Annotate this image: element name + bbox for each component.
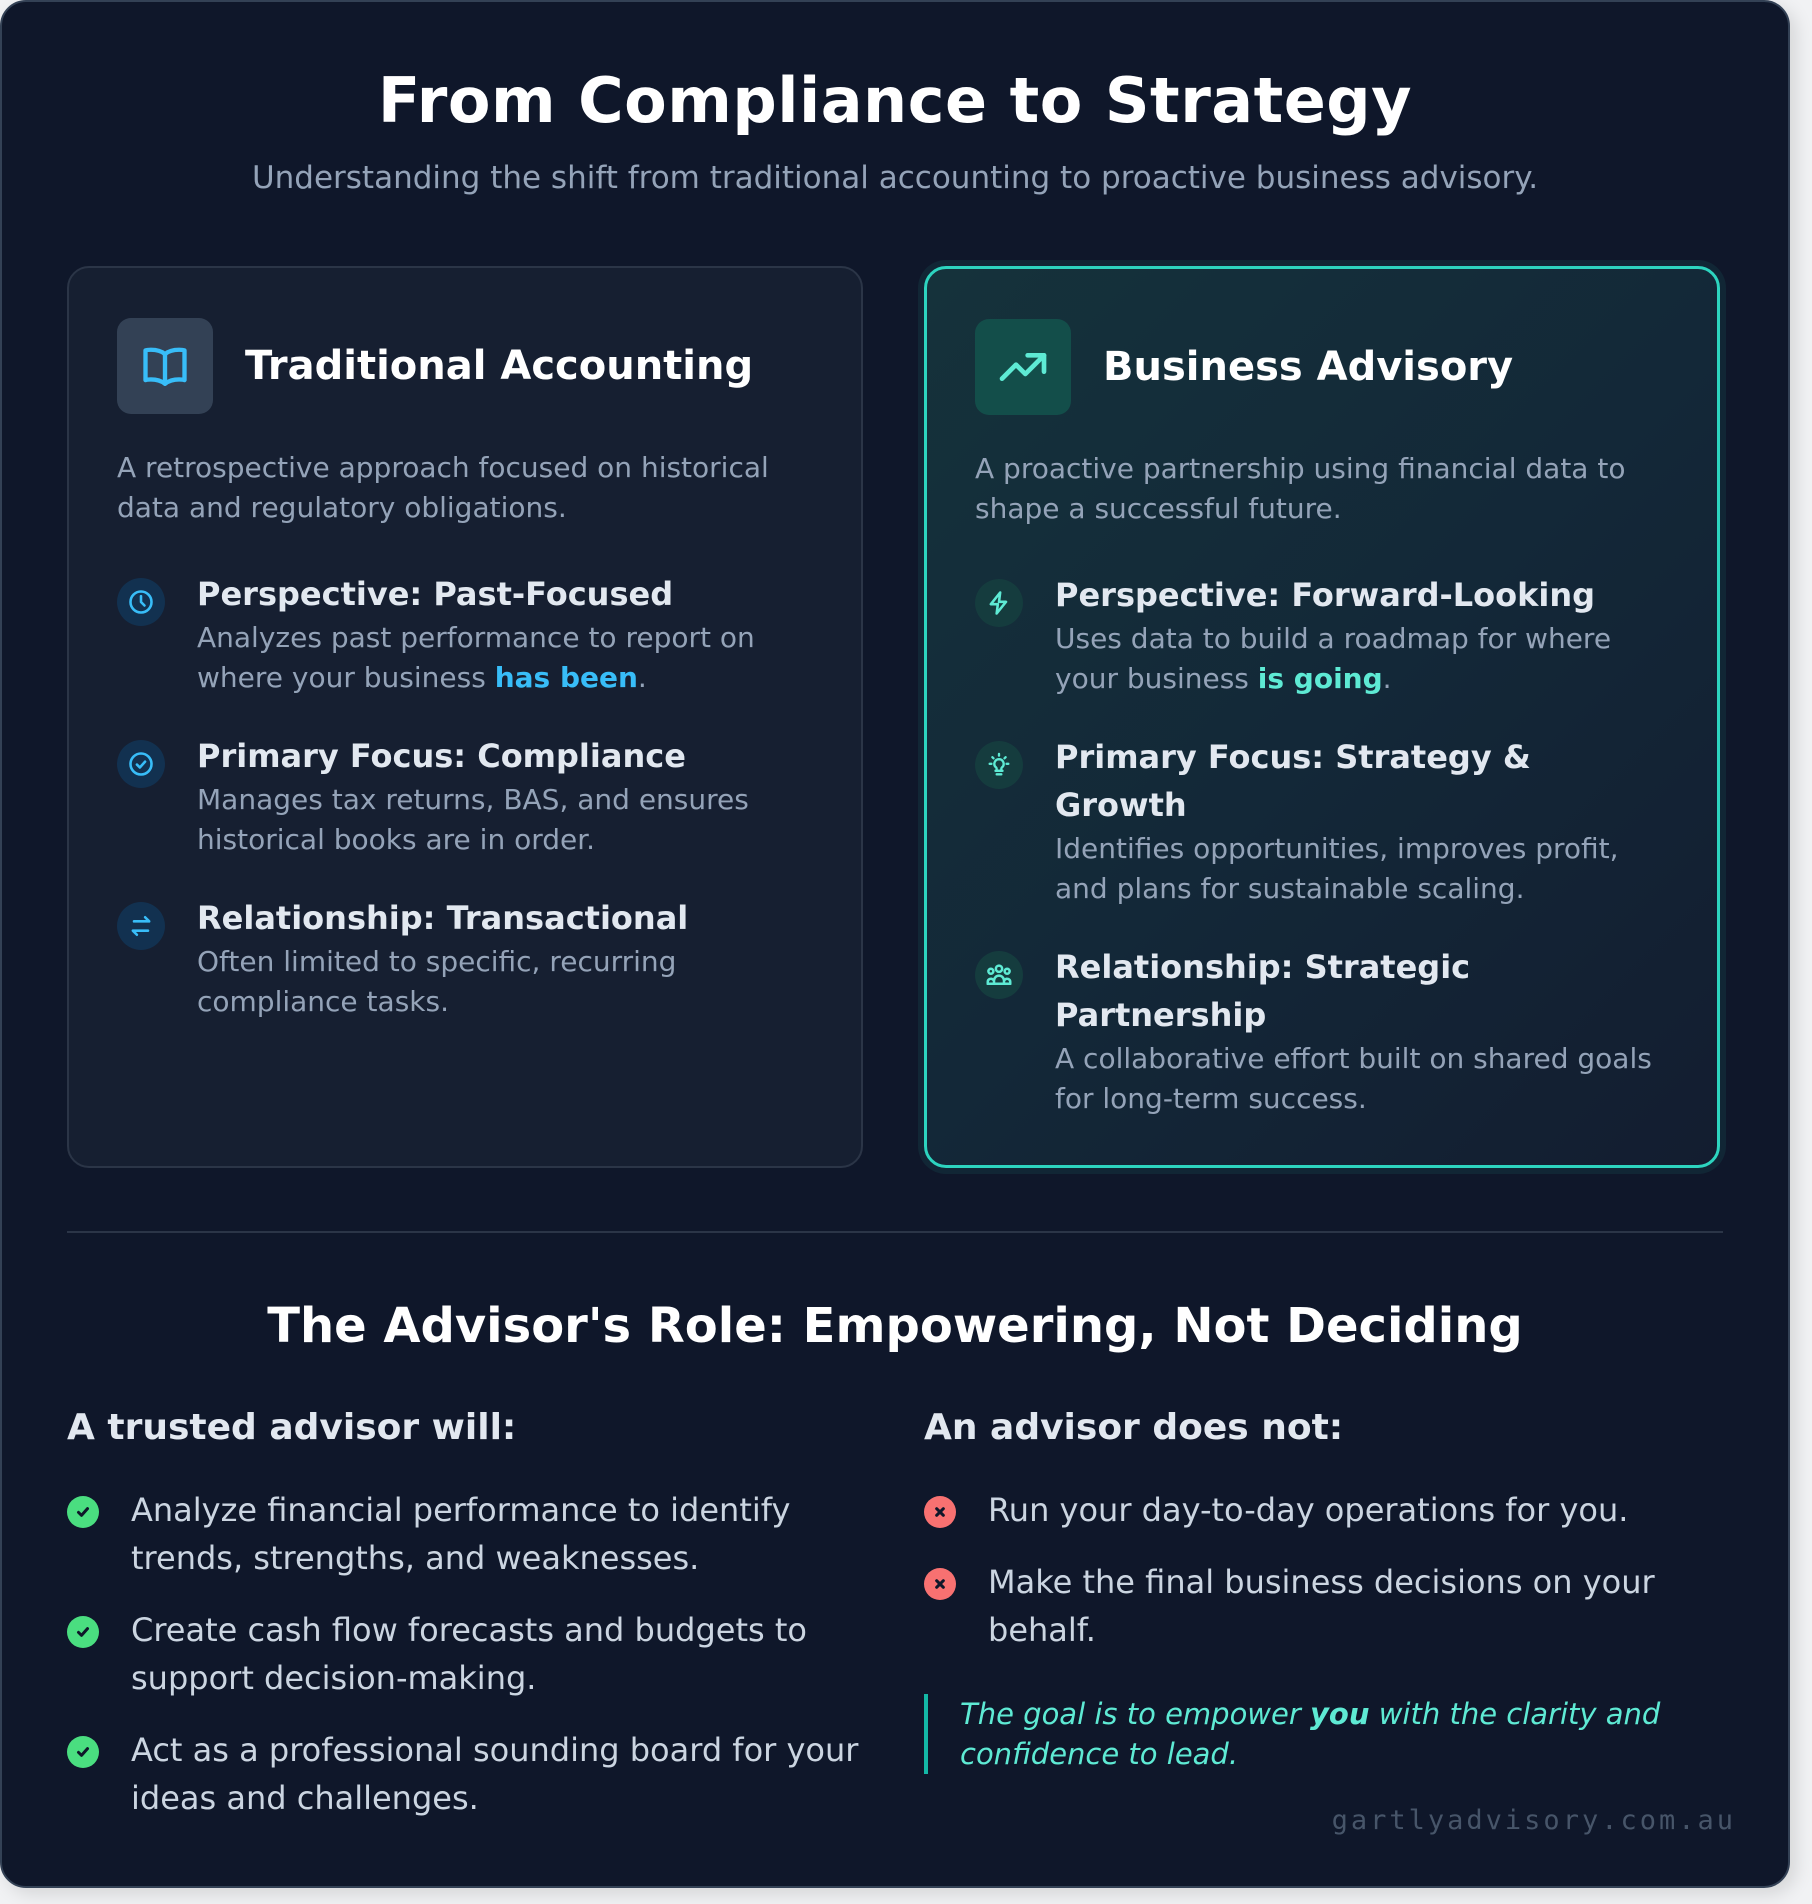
users-group-icon — [975, 951, 1023, 999]
feature-text: Analyzes past performance to report on where your business has been. — [197, 621, 755, 694]
advisor-role-title: The Advisor's Role: Empowering, Not Deciding — [267, 1298, 1523, 1354]
feature-text: Uses data to build a roadmap for where your business is going. — [1055, 622, 1612, 695]
panel-title: Business Advisory — [1103, 344, 1514, 390]
panel-description: A proactive partnership using financial data to shape a successful future. — [975, 452, 1626, 525]
feature-title: Relationship: Transactional — [197, 899, 689, 937]
list-item — [924, 1558, 1724, 1654]
column-title: An advisor does not: — [924, 1407, 1344, 1448]
feature-list — [117, 575, 813, 1022]
will-list — [67, 1486, 867, 1822]
x-circle-icon — [924, 1496, 956, 1528]
feature-title: Primary Focus: Compliance — [197, 737, 686, 775]
section-divider — [67, 1231, 1723, 1233]
check-icon — [67, 1616, 99, 1648]
advisor-not-column — [924, 1407, 1724, 1774]
panel-title: Traditional Accounting — [245, 343, 754, 389]
highlight-text: is going — [1257, 662, 1383, 695]
feature-title: Perspective: Forward-Looking — [1055, 576, 1596, 614]
feature-focus — [975, 738, 1669, 909]
feature-title: Perspective: Past-Focused — [197, 575, 674, 613]
trending-up-icon — [975, 319, 1071, 415]
quote-emphasis: you — [1310, 1697, 1370, 1731]
list-item — [67, 1606, 867, 1702]
empowerment-quote: The goal is to empower you with the clarity and confidence to lead. — [924, 1694, 1684, 1774]
page-subtitle: Understanding the shift from traditional accounting to proactive business advisory. — [251, 160, 1539, 196]
feature-text: Often limited to specific, recurring compliance tasks. — [197, 945, 677, 1018]
list-item-text: Run your day-to-day operations for you. — [988, 1491, 1629, 1529]
check-circle-icon — [117, 740, 165, 788]
feature-perspective — [117, 575, 813, 698]
feature-perspective — [975, 576, 1669, 699]
panel-header — [975, 319, 1669, 415]
check-icon — [67, 1736, 99, 1768]
list-item-text: Analyze financial performance to identify trends, strengths, and weaknesses. — [131, 1491, 791, 1577]
feature-relationship — [975, 948, 1669, 1119]
list-item-text: Create cash flow forecasts and budgets to support decision-making. — [131, 1611, 807, 1697]
advisor-will-column — [67, 1407, 867, 1846]
list-item — [67, 1726, 867, 1822]
check-icon — [67, 1496, 99, 1528]
traditional-accounting-panel — [67, 266, 863, 1168]
feature-relationship — [117, 899, 813, 1022]
arrows-exchange-icon — [117, 902, 165, 950]
clock-icon — [117, 578, 165, 626]
footer-brand: gartlyadvisory.com.au — [1331, 1805, 1736, 1836]
lightbulb-icon — [975, 741, 1023, 789]
list-item — [924, 1486, 1724, 1534]
list-item — [67, 1486, 867, 1582]
lightning-bolt-icon — [975, 579, 1023, 627]
feature-text: Manages tax returns, BAS, and ensures historical books are in order. — [197, 783, 749, 856]
feature-text: Identifies opportunities, improves profit, and plans for sustainable scaling. — [1055, 832, 1619, 905]
page-title: From Compliance to Strategy — [377, 64, 1413, 137]
x-circle-icon — [924, 1568, 956, 1600]
panel-header — [117, 318, 813, 414]
business-advisory-panel — [924, 266, 1720, 1168]
list-item-text: Make the final business decisions on your behalf. — [988, 1563, 1655, 1649]
list-item-text: Act as a professional sounding board for your ideas and challenges. — [131, 1731, 859, 1817]
book-open-icon — [117, 318, 213, 414]
not-list — [924, 1486, 1724, 1654]
panel-description: A retrospective approach focused on historical data and regulatory obligations. — [117, 451, 769, 524]
highlight-text: has been — [494, 661, 638, 694]
column-title: A trusted advisor will: — [67, 1407, 517, 1448]
feature-list — [975, 576, 1669, 1119]
feature-text: A collaborative effort built on shared goals for long-term success. — [1055, 1042, 1652, 1115]
feature-focus — [117, 737, 813, 860]
feature-title: Relationship: Strategic Partnership — [1055, 948, 1471, 1034]
feature-title: Primary Focus: Strategy & Growth — [1055, 738, 1531, 824]
